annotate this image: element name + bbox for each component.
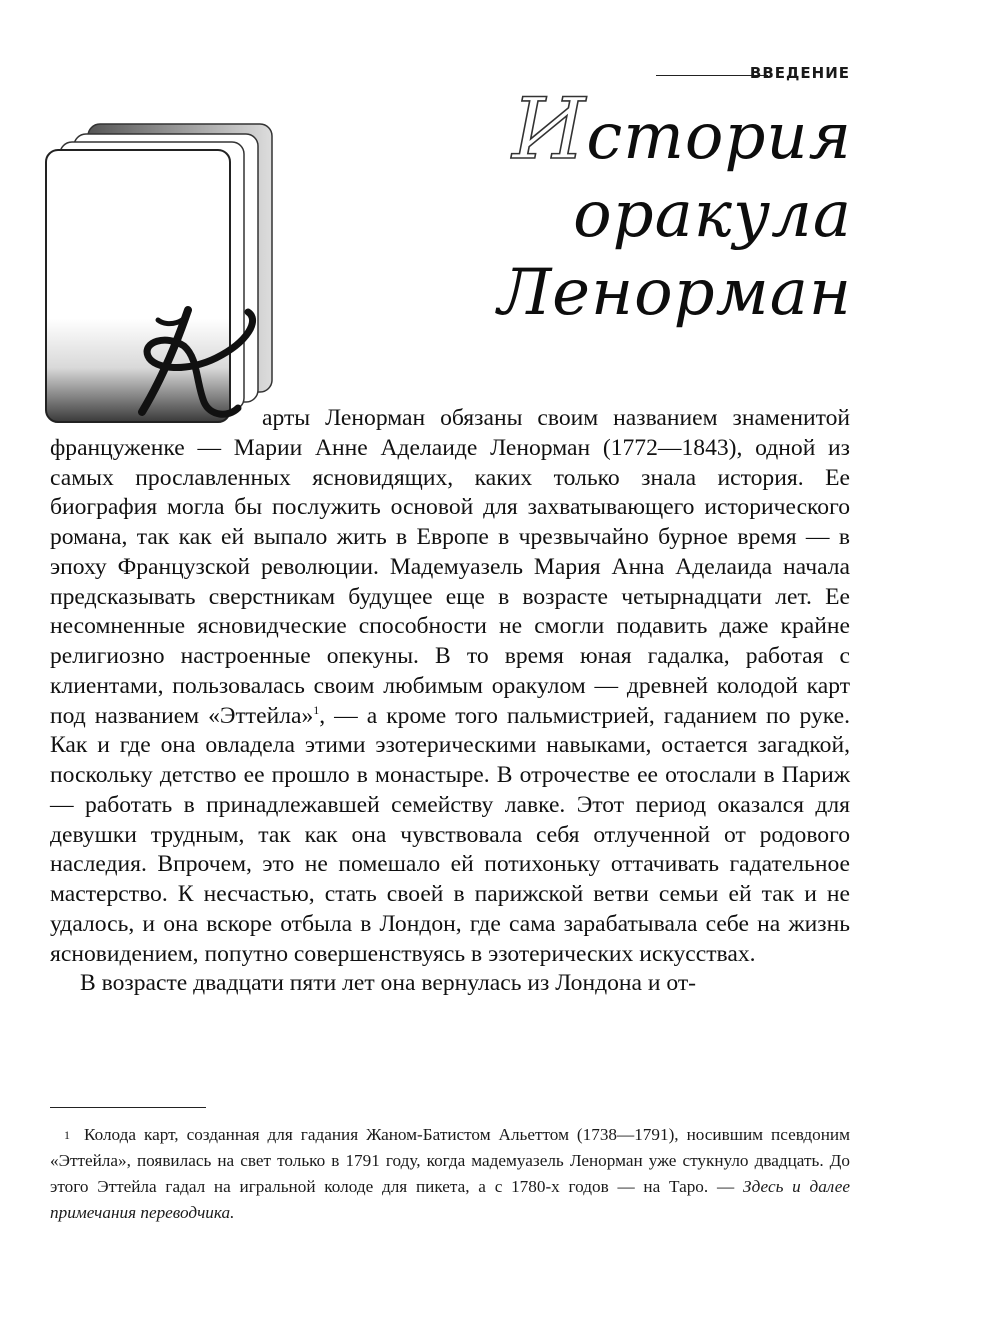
footnote-rule <box>50 1107 206 1108</box>
footnote-text: Колода карт, созданная для гадания Жаном-Батистом Альеттом (1738—1791), носившим псевдоним «Эттейла», появилась на свет только в 1791 году, когда мадемуазель Ленорман уже стукнуло двадцать. До этого Эттейла гадал на игральной колоде для пикета, а с 1780-х годов — на Таро. — <box>50 1125 850 1196</box>
paragraph-2: В возрасте двадцати пяти лет она вернулась из Лондона и от- <box>80 970 697 997</box>
card-front <box>46 150 230 422</box>
section-label: ВВЕДЕНИЕ <box>749 64 850 82</box>
footnote-number: 1 <box>64 1128 70 1142</box>
paragraph-1: арты Ленорман обязаны своим названием знаменитой француженке — Марии Анне Аделаиде Ленорман (1772—1843), одной из самых прославленных ясновидящих, каких только знала история. Ее биография могла бы послужить основой для захватывающего исторического романа, так как ей выпало жить в Европе в чрезвычайно бурное время — в эпоху Французской революции. Мадемуазель Мария Анна Аделаида начала предсказывать сверстникам будущее еще в возрасте четырнадцати лет. Ее несомненные ясновидческие способности не смогли подавить даже крайне религиозно настроенные опекуны. В то время юная гадалка, работая с клиентами, пользовалась своим любимым оракулом — древней колодой карт под названием «Эттейла»$^1$, — а кроме того пальмистрией, гаданием по руке. Как и где она овладела этими эзотерическими навыками, остается загадкой, поскольку детство ее прошло в монастыре. В отрочестве ее отослали в Париж — работать в принадлежавшей семейству лавке. Этот период оказался для девушки трудным, так как она чувствовала себя отлученной от родового наследия. Впрочем, это не помешало ей потихоньку оттачивать гадательное мастерство. К несчастью, стать своей в парижской ветви семьи ей так и не удалось, и она вскоре отбыла в Лондон, где сама зарабатывала себе на жизнь ясновидением, попутно совершенствуясь в эзотерических искусствах. <box>50 405 850 967</box>
body-text <box>50 404 850 999</box>
title-line-3: Ленорман <box>497 256 852 330</box>
footnote-ref[interactable]: 1 <box>313 702 320 717</box>
footnote <box>50 1122 850 1226</box>
drop-cap-card-illustration <box>38 120 278 430</box>
chapter-title <box>497 80 852 332</box>
title-capital: И <box>512 80 587 178</box>
title-line-1: История <box>512 80 852 178</box>
footnote-italic: Здесь и далее примечания переводчика. <box>50 1177 850 1222</box>
title-line-2: оракула <box>573 178 852 252</box>
section-header <box>656 64 856 86</box>
